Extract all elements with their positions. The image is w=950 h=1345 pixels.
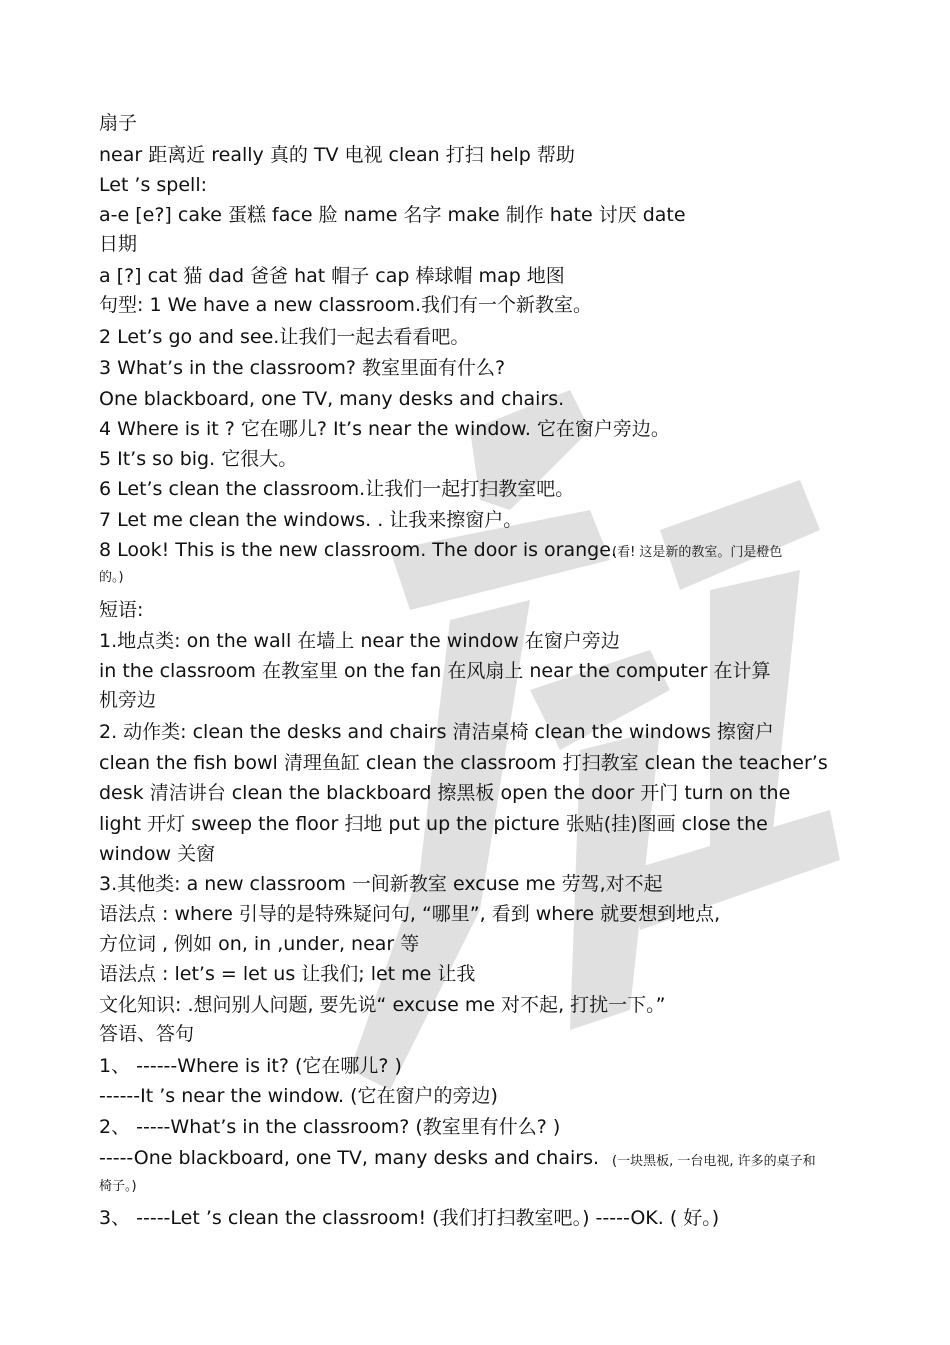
text-line-16: 的。) — [99, 570, 124, 585]
text-line-9: 3 What’s in the classroom? 教室里面有什么? — [99, 357, 506, 379]
text-line-30: 文化知识: .想问别人问题, 要先说“ excuse me 对不起, 打扰一下。” — [99, 994, 666, 1016]
text-line-10: One blackboard, one TV, many desks and chairs. — [99, 388, 565, 410]
text-line-8: 2 Let’s go and see.让我们一起去看看吧。 — [99, 326, 470, 348]
text-line-29: 语法点 : let’s = let us 让我们; let me 让我 — [99, 963, 476, 985]
text-line-12: 5 It’s so big. 它很大。 — [99, 448, 298, 470]
text-line-11: 4 Where is it ? 它在哪儿? It’s near the window. 它在窗户旁边。 — [99, 418, 670, 440]
text-line-35-note: (一块黑板, 一台电视, 许多的桌子和 — [612, 1154, 816, 1169]
text-line-33: ------It ’s near the window. (它在窗户的旁边) — [99, 1085, 498, 1107]
text-line-6: a [?] cat 猫 dad 爸爸 hat 帽子 cap 棒球帽 map 地图 — [99, 265, 565, 287]
text-line-5: 日期 — [99, 233, 138, 255]
text-line-35: -----One blackboard, one TV, many desks and chairs. — [99, 1147, 600, 1169]
text-line-19: in the classroom 在教室里 on the fan 在风扇上 near the computer 在计算 — [99, 660, 771, 682]
text-line-22: clean the fish bowl 清理鱼缸 clean the classroom 打扫教室 clean the teacher’s — [99, 752, 828, 774]
text-line-1: 扇子 — [99, 112, 138, 134]
text-line-2: near 距离近 really 真的 TV 电视 clean 打扫 help 帮助 — [99, 144, 575, 166]
text-line-18: 1.地点类: on the wall 在墙上 near the window 在窗户旁边 — [99, 630, 620, 652]
text-line-23: desk 清洁讲台 clean the blackboard 擦黑板 open the door 开门 turn on the — [99, 782, 791, 804]
text-line-3: Let ’s spell: — [99, 174, 208, 196]
text-line-4: a-e [e?] cake 蛋糕 face 脸 name 名字 make 制作 hate 讨厌 date — [99, 204, 686, 226]
text-line-25: window 关窗 — [99, 843, 216, 865]
text-line-15: 8 Look! This is the new classroom. The door is orange. — [99, 539, 617, 561]
text-line-37: 3、 -----Let ’s clean the classroom! (我们打扫教室吧。) -----OK. ( 好。) — [99, 1207, 720, 1229]
text-line-14: 7 Let me clean the windows. . 让我来擦窗户。 — [99, 509, 523, 531]
text-line-28: 方位词 , 例如 on, in ,under, near 等 — [99, 933, 420, 955]
text-line-31: 答语、答句 — [99, 1023, 195, 1045]
text-line-27: 语法点 : where 引导的是特殊疑问句, “哪里”, 看到 where 就要想到地点, — [99, 903, 721, 925]
text-line-20: 机旁边 — [99, 689, 157, 711]
text-line-7: 句型: 1 We have a new classroom.我们有一个新教室。 — [99, 294, 592, 316]
text-line-24: light 开灯 sweep the floor 扫地 put up the picture 张贴(挂)图画 close the — [99, 813, 768, 835]
text-line-21: 2. 动作类: clean the desks and chairs 清洁桌椅 clean the windows 擦窗户 — [99, 721, 774, 743]
text-line-15-note: (看! 这是新的教室。门是橙色 — [612, 545, 783, 560]
text-line-17: 短语: — [99, 599, 144, 621]
text-line-13: 6 Let’s clean the classroom.让我们一起打扫教室吧。 — [99, 478, 575, 500]
text-line-34: 2、 -----What’s in the classroom? (教室里有什么? ) — [99, 1116, 561, 1138]
text-line-36: 椅子。) — [99, 1179, 137, 1194]
text-line-32: 1、 ------Where is it? (它在哪儿? ) — [99, 1055, 402, 1077]
text-line-26: 3.其他类: a new classroom 一间新教室 excuse me 劳驾,对不起 — [99, 873, 663, 895]
